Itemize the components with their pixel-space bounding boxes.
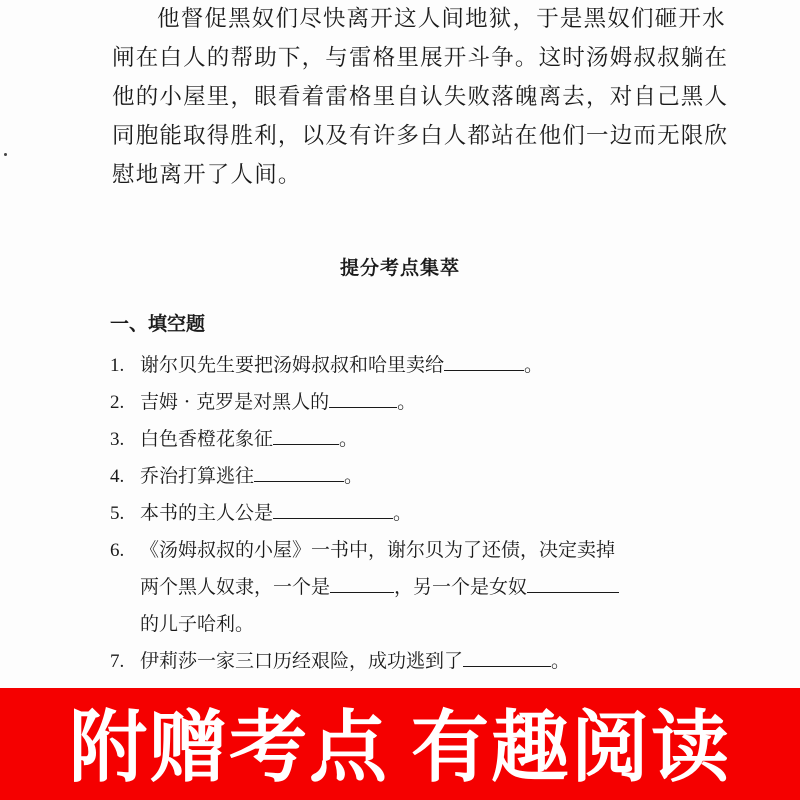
- question-number: 4.: [110, 466, 125, 487]
- answer-blank: [330, 574, 394, 593]
- question-item-6-end: [110, 606, 730, 643]
- answer-blank: [273, 500, 393, 519]
- question-item-7: [110, 643, 730, 680]
- paragraph-line: 闸在白人的帮助下，与雷格里展开斗争。这时汤姆叔叔躺在: [112, 45, 729, 71]
- question-item-4: [110, 458, 730, 495]
- question-item-2: [110, 384, 730, 421]
- section-title: 提分考点集萃: [339, 257, 460, 279]
- question-number: 5.: [110, 503, 125, 524]
- question-item-6: [110, 532, 730, 569]
- fill-in-blank-heading: 一、填空题: [110, 313, 206, 335]
- answer-blank: [254, 463, 344, 482]
- question-text: 《汤姆叔叔的小屋》一书中，谢尔贝为了还债，决定卖掉: [140, 539, 616, 561]
- question-text: ，另一个是女奴: [394, 576, 528, 598]
- paragraph-line: 他的小屋里，眼看着雷格里自认失败落魄离去，对自己黑人: [112, 84, 729, 110]
- paragraph-line: 同胞能取得胜利，以及有许多白人都站在他们一边而无限欣: [112, 123, 729, 149]
- question-item-3: [110, 421, 730, 458]
- question-number: 6.: [110, 540, 125, 561]
- answer-blank: [527, 574, 619, 593]
- question-text: 伊莉莎一家三口历经艰险，成功逃到了: [140, 650, 464, 672]
- question-item-1: [110, 347, 730, 384]
- promo-banner: [0, 688, 800, 800]
- question-text: 两个黑人奴隶，一个是: [140, 576, 331, 598]
- print-speck: [4, 153, 7, 156]
- answer-blank: [444, 352, 524, 371]
- question-text: 白色香橙花象征: [140, 428, 274, 450]
- answer-blank: [329, 389, 397, 408]
- question-text: 的儿子哈利。: [140, 613, 255, 635]
- question-end: 。: [393, 502, 413, 524]
- promo-banner-text: [69, 685, 731, 797]
- question-item-5: [110, 495, 730, 532]
- question-text: 本书的主人公是: [140, 502, 274, 524]
- promo-left-phrase: 附赠考点: [68, 703, 389, 793]
- question-number: 3.: [110, 429, 125, 450]
- question-end: 。: [339, 428, 359, 450]
- question-number: 1.: [110, 355, 125, 376]
- question-end: 。: [524, 354, 544, 376]
- question-number: 2.: [110, 392, 125, 413]
- question-number: 7.: [110, 651, 125, 672]
- question-end: 。: [397, 391, 417, 413]
- paragraph-line: 慰地离开了人间。: [112, 162, 302, 188]
- question-text: 谢尔贝先生要把汤姆叔叔和哈里卖给: [140, 354, 445, 376]
- question-text: 吉姆 · 克罗是对黑人的: [140, 391, 330, 413]
- question-text: 乔治打算逃往: [140, 465, 255, 487]
- answer-blank: [273, 426, 339, 445]
- question-end: 。: [344, 465, 364, 487]
- paragraph-line: 他督促黑奴们尽快离开这人间地狱，于是黑奴们砸开水: [157, 6, 726, 32]
- story-paragraph: [112, 0, 729, 195]
- promo-right-phrase: 有趣阅读: [411, 703, 732, 793]
- question-list: [110, 347, 730, 680]
- answer-blank: [463, 648, 551, 667]
- question-item-6-continued: [110, 569, 730, 606]
- question-end: 。: [551, 650, 571, 672]
